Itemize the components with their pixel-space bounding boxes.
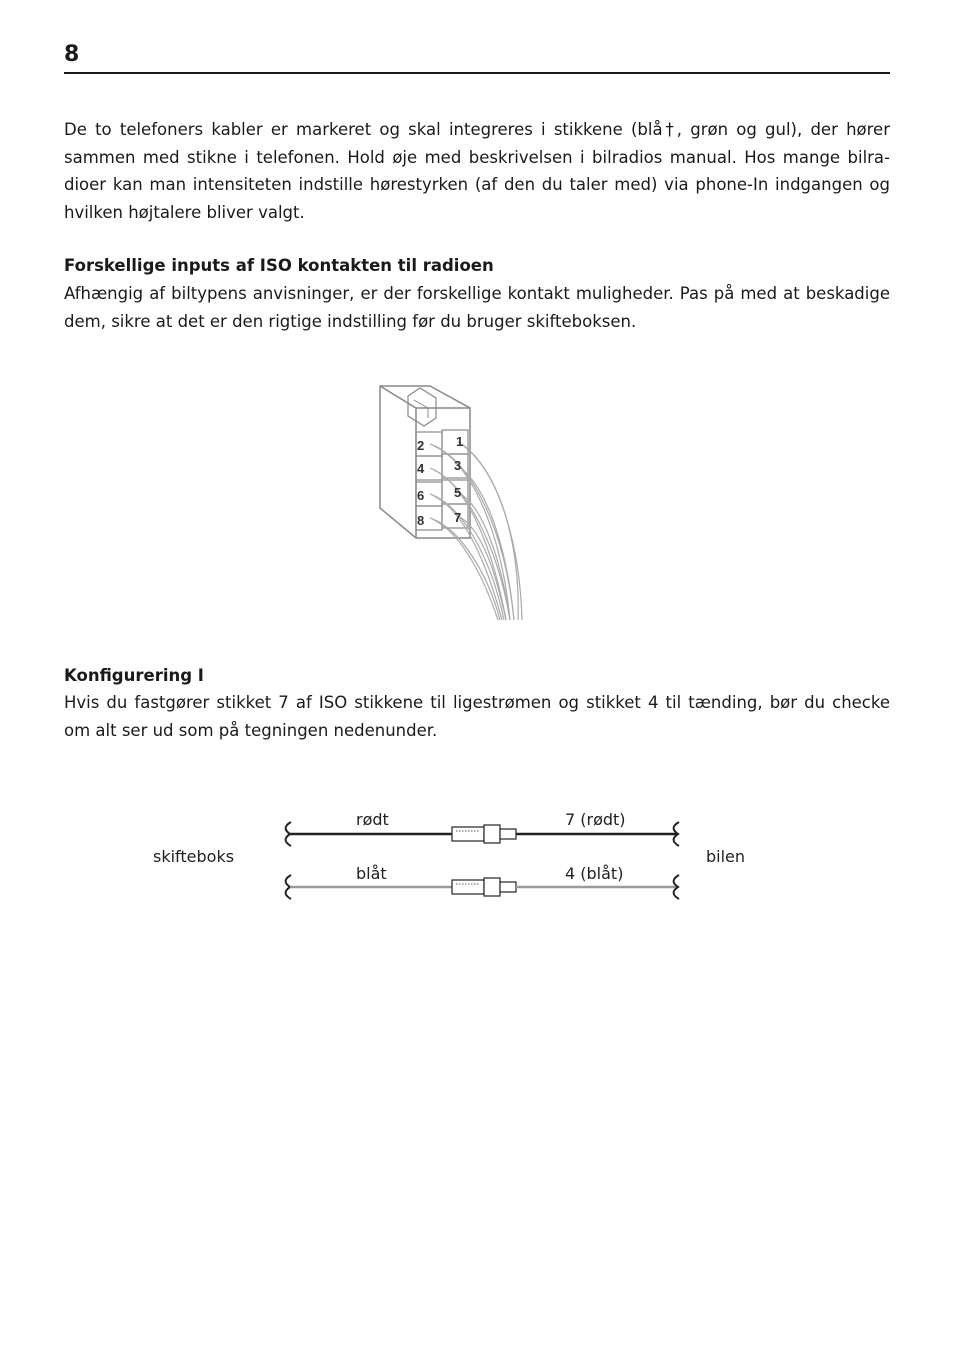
pin-label: 8 <box>417 513 425 528</box>
iso-inputs-paragraph: Afhængig af biltypens anvisninger, er der forskellige kontakt muligheder. Pas på med at beskadige dem, sikre at det er den rigtige indstilling før du bruger skifteboksen. <box>64 284 890 331</box>
wiring-diagram <box>140 800 780 910</box>
wire-bottom <box>286 864 679 899</box>
wire-top <box>286 810 679 846</box>
pin-label: 1 <box>456 434 464 449</box>
wiring-right-label: bilen <box>706 847 746 866</box>
wire-right-label: 7 (rødt) <box>565 810 626 829</box>
iso-inputs-heading: Forskellige inputs af ISO kontakten til radioen <box>64 256 494 275</box>
pin-label: 2 <box>417 438 425 453</box>
pin-label: 3 <box>454 458 462 473</box>
pin-label: 4 <box>417 461 425 476</box>
pin-label: 7 <box>454 510 462 525</box>
header-rule <box>64 72 890 74</box>
intro-paragraph: De to telefoners kabler er markeret og skal integreres i stikkene (blå†, grøn og gul), der hører sammen med stikne i telefonen. Hold øje med beskrivelsen i bilradios manual. Hos mange bilra-dioer kan man intensiteten indstille hørestyrken (af den du taler med) via phone-In indgangen og hvilken højtalere bliver valgt. <box>64 120 890 222</box>
wire-left-label: rødt <box>356 810 389 829</box>
config-paragraph: Hvis du fastgører stikket 7 af ISO stikkene til ligestrømen og stikket 4 til tænding, bør du checke om alt ser ud som på tegningen nedenunder. <box>64 693 890 740</box>
wire-right-label: 4 (blåt) <box>565 864 624 883</box>
wire-left-label: blåt <box>356 864 387 883</box>
wiring-left-label: skifteboks <box>153 847 235 866</box>
pin-label: 6 <box>417 488 425 503</box>
iso-connector-diagram <box>370 378 530 624</box>
pin-label: 5 <box>454 485 462 500</box>
config-heading: Konfigurering I <box>64 666 204 685</box>
page-number: 8 <box>64 42 80 67</box>
